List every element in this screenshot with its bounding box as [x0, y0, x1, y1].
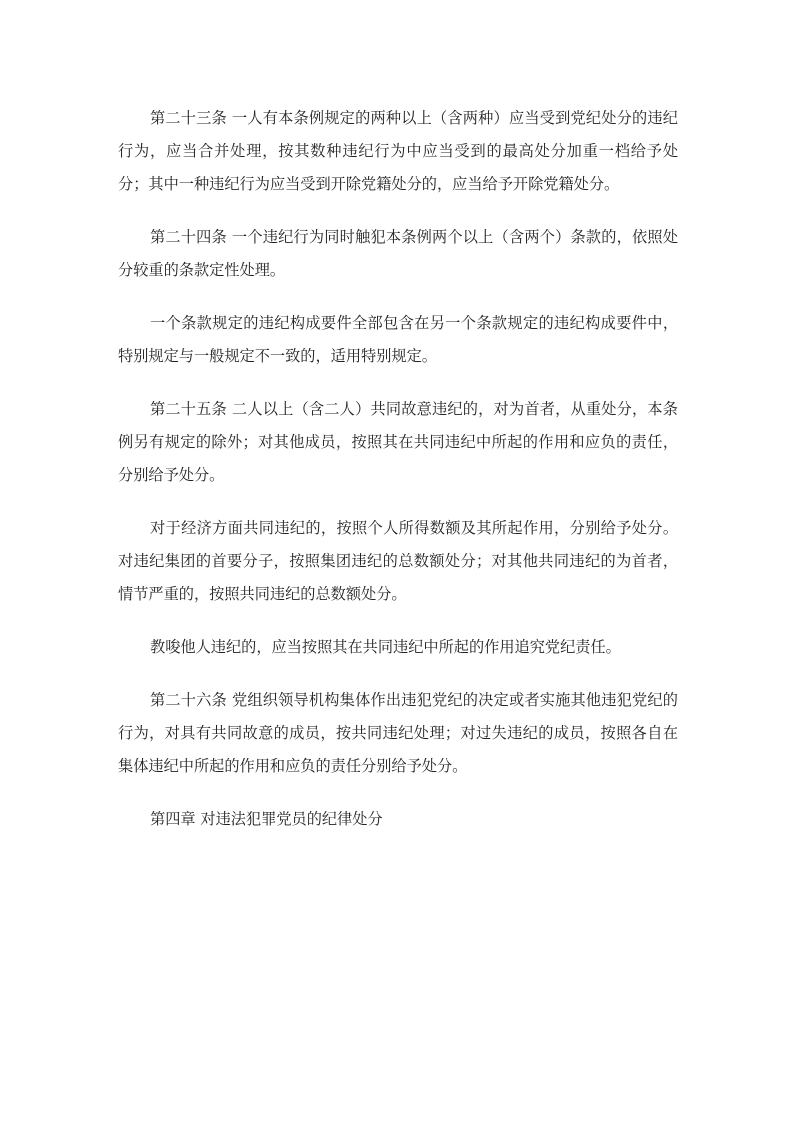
article-25-paragraph: 第二十五条 二人以上（含二人）共同故意违纪的，对为首者，从重处分，本条例另有规定的除外；对其他成员，按照其在共同违纪中所起的作用和应负的责任，分别给予处分。	[118, 400, 678, 484]
instigation-paragraph: 教唆他人违纪的，应当按照其在共同违纪中所起的作用追究党纪责任。	[150, 638, 621, 656]
special-provision-paragraph: 一个条款规定的违纪构成要件全部包含在另一个条款规定的违纪构成要件中，特别规定与一般规定不一致的，适用特别规定。	[118, 314, 678, 365]
document-body	[118, 102, 678, 856]
economic-violation-paragraph: 对于经济方面共同违纪的，按照个人所得数额及其所起作用，分别给予处分。对违纪集团的首要分子，按照集团违纪的总数额处分；对其他共同违纪的为首者，情节严重的，按照共同违纪的总数额处分。	[118, 519, 678, 603]
article-26-paragraph: 第二十六条 党组织领导机构集体作出违犯党纪的决定或者实施其他违犯党纪的行为，对具有共同故意的成员，按共同违纪处理；对过失违纪的成员，按照各自在集体违纪中所起的作用和应负的责任分别给予处分。	[118, 691, 678, 775]
article-24-paragraph: 第二十四条 一个违纪行为同时触犯本条例两个以上（含两个）条款的，依照处分较重的条款定性处理。	[118, 228, 678, 279]
chapter-4-heading: 第四章 对违法犯罪党员的纪律处分	[150, 810, 383, 828]
article-23-paragraph: 第二十三条 一人有本条例规定的两种以上（含两种）应当受到党纪处分的违纪行为，应当合并处理，按其数种违纪行为中应当受到的最高处分加重一档给予处分；其中一种违纪行为应当受到开除党籍处分的，应当给予开除党籍处分。	[118, 109, 678, 193]
